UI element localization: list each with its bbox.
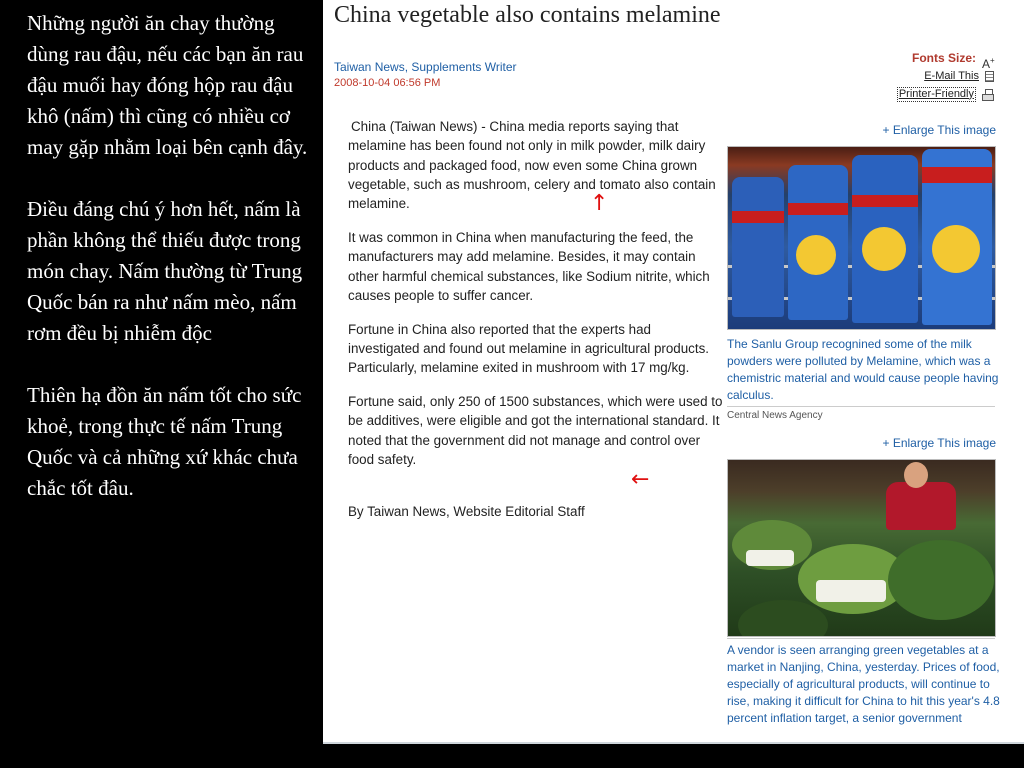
article-bottom-border [323,742,1024,744]
email-document-icon[interactable] [985,71,994,82]
bok-choy-stems [816,580,886,602]
photo-caption-2: A vendor is seen arranging green vegetables at a market in Nanjing, China, yesterday. Prices of food, especially of agricultural products, will continue to rise, making it difficult for China to hit this year's 4.8 percent inflation target, a senior government [727,643,1000,725]
milk-powder-photo[interactable] [727,146,996,330]
vendor-figure [904,462,928,488]
commentary-paragraph-3: Thiên hạ đồn ăn nấm tốt cho sức khoẻ, trong thực tế nấm Trung Quốc và cả những xứ khác chưa chắc tốt đâu. [27,383,302,500]
article-dateline: 2008-10-04 06:56 PM [334,77,441,89]
printer-icon[interactable] [982,89,994,100]
article-paragraph-2: It was common in China when manufacturing the feed, the manufacturers may add melamine. Besides, it may contain other harmful chemical substances, like Sodium nitrite, which causes people to suffer cancer. [348,229,710,303]
email-this-link[interactable]: E-Mail This [924,70,979,82]
up-arrow-annotation: ↑ [590,191,609,216]
slide-commentary [27,8,317,504]
caption-divider [727,638,995,639]
article-byline[interactable]: Taiwan News, Supplements Writer [334,60,517,74]
milk-powder-package [732,177,784,317]
commentary-paragraph-1: Những người ăn chay thường dùng rau đậu, nếu các bạn ăn rau đậu muối hay đóng hộp rau đậu khô (nấm) thì cũng có nhiều cơ may gặp nhằm loại bên cạnh đây. [27,11,308,159]
vegetable-pile [888,540,994,620]
article-paragraph-3: Fortune in China also reported that the experts had investigated and found out melamine in agricultural products. Particularly, melamine exited in mushroom with 17 mg/kg. [348,321,710,376]
caption-divider [727,406,995,407]
left-arrow-annotation: ← [631,467,650,492]
article-headline: China vegetable also contains melamine [334,2,721,28]
vendor-figure [886,482,956,530]
font-size-tool[interactable] [897,49,995,71]
commentary-paragraph-2: Điều đáng chú ý hơn hết, nấm là phần không thể thiếu được trong món chay. Nấm thường từ Trung Quốc bán ra như nấm mèo, nấm rơm đều bị nhiễm độc [27,197,303,345]
photo-caption-1: The Sanlu Group recognined some of the milk powders were polluted by Melamine, which was a chemistric material and would cause people having calculus. [727,337,999,402]
article-screenshot [323,0,1024,742]
milk-powder-package [788,165,848,320]
font-size-icon[interactable]: A+ [982,55,995,71]
article-author: By Taiwan News, Website Editorial Staff [348,504,585,519]
milk-powder-package [852,155,918,323]
enlarge-image-link-2[interactable]: + Enlarge This image [882,436,996,450]
article-tools [897,49,994,103]
vegetable-pile [738,600,828,637]
email-tool[interactable] [897,67,994,85]
printer-tool[interactable] [897,85,994,103]
font-size-label: Fonts Size: [911,51,976,65]
milk-powder-package [922,149,992,325]
article-body [348,117,726,484]
article-paragraph-4: Fortune said, only 250 of 1500 substances, which were used to be additives, were eligible and got the international standard. It noted that the government did not manage and control over food safety. [348,394,723,467]
article-paragraph-1: China (Taiwan News) - China media reports saying that melamine has been found not only in milk powder, milk dairy products and packaged food, now even some China grown vegetable, such as mushroom, celery and tomato also contain melamine. [348,119,716,212]
bok-choy-stems [746,550,794,566]
vegetable-vendor-photo[interactable] [727,459,996,637]
printer-friendly-link[interactable]: Printer-Friendly [898,87,974,100]
photo-source-1: Central News Agency [727,410,823,421]
enlarge-image-link-1[interactable]: + Enlarge This image [882,123,996,137]
